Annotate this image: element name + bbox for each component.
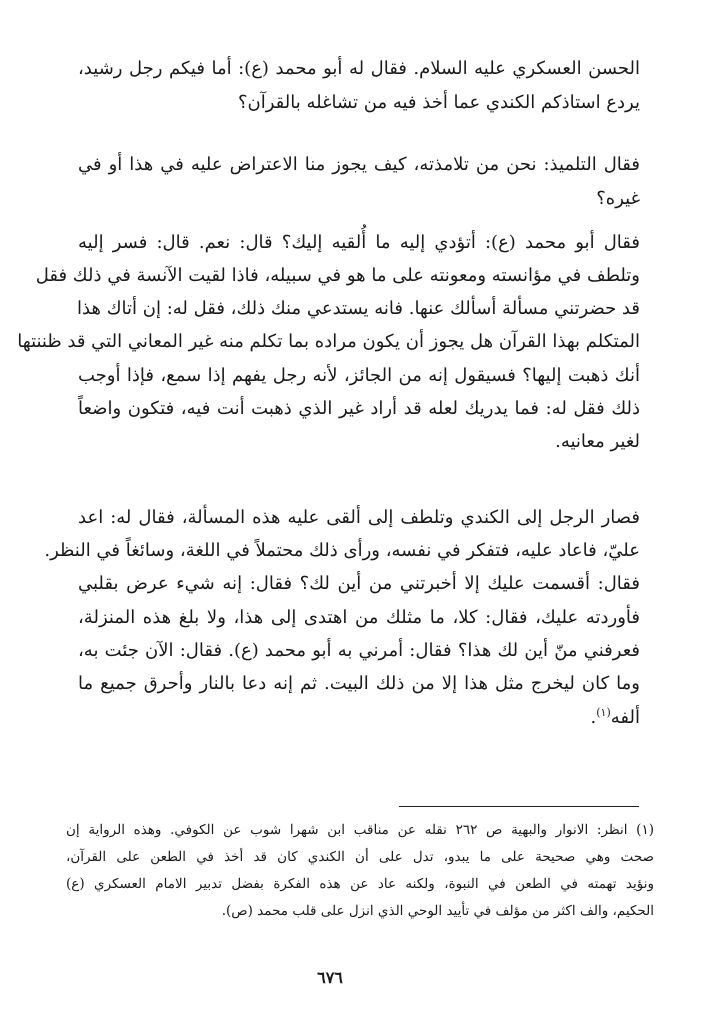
paragraph-3-line-1: فقال أبو محمد (ع): أتؤدي إليه ما أُلقيه إليك؟ قال: نعم. قال: فسر إليه [78,232,640,253]
footnote-line-1: (١) انظر: الانوار والبهية ص ٢٦٢ نقله عن مناقب ابن شهرا شوب عن الكوفي. وهذه الرواية إن [66,822,654,838]
paragraph-1-line-2: يردع استاذكم الكندي عما أخذ فيه من تشاغله بالقرآن؟ [237,92,640,113]
footnote-line-4: الحكيم، والف اكثر من مؤلف في تأييد الوحي الذي انزل على قلب محمد (ص). [221,903,654,919]
paragraph-4-line-7-text: ألفه [610,707,640,728]
paragraph-3-line-4: المتكلم بهذا القرآن هل يجوز أن يكون مراده بما تكلم منه غير المعاني التي قد ظننتها [17,331,640,352]
page-number: ٦٧٦ [317,968,343,987]
paragraph-4-line-5: فعرفني منّ أين لك هذا؟ فقال: أمرني به أبو محمد (ع). فقال: الآن جئت به، [78,640,641,661]
paragraph-2-line-2: غيره؟ [596,188,640,209]
paragraph-4-line-1: فصار الرجل إلى الكندي وتلطف إلى ألقى عليه هذه المسألة، فقال له: اعد [78,507,640,528]
paragraph-4-line-6: وما كان ليخرج مثل هذا إلا من ذلك البيت. ثم إنه دعا بالنار وأحرق جميع ما [78,673,640,694]
paragraph-4-line-7 [78,703,640,733]
footnote-line-2: صحت وهي صحيحة على ما يبدو، تدل على أن الكندي كان قد أخذ في الطعن على القرآن، [66,849,654,865]
footnote-separator [399,806,639,807]
paragraph-4-line-3: فقال: أقسمت عليك إلا أخبرتني من أين لك؟ فقال: إنه شيء عرض بقلبي [78,573,640,594]
paragraph-3-line-3: قد حضرتني مسألة أسألك عنها. فانه يستدعي منك ذلك، فقل له: إن أتاك هذا [77,298,640,319]
paragraph-3-line-5: أنك ذهبت إليها؟ فسيقول إنه من الجائز، لأنه رجل يفهم إذا سمع، فإذا أوجب [78,365,640,386]
paragraph-4-line-4: فأوردته عليك، فقال: كلا، ما مثلك من اهتدى إلى هذا، ولا بلغ هذه المنزلة، [78,607,640,628]
paragraph-4-line-2: عليّ، فاعاد عليه، فتفكر في نفسه، ورأى ذلك محتملاً في اللغة، وسائغاً في النظر. [44,540,640,561]
footnote-line-3: ونؤيد تهمته في الطعن في النبوة، ولكنه عاد عن هذه الفكرة بفضل تدبير الامام العسكري (ع) [66,876,654,892]
paragraph-4-trailing-period: . [590,707,597,728]
paragraph-3-line-6: ذلك فقل له: فما يدريك لعله قد أراد غير الذي ذهبت أنت فيه، فتكون واضعاً [78,398,640,419]
footnote-reference[interactable]: (١) [596,706,611,719]
paragraph-2-line-1: فقال التلميذ: نحن من تلامذته، كيف يجوز منا الاعتراض عليه في هذا أو في [78,154,640,175]
paragraph-3-line-7: لغير معانيه. [555,431,640,452]
paragraph-1-line-1: الحسن العسكري عليه السلام. فقال له أبو محمد (ع): أما فيكم رجل رشيد، [78,58,640,79]
paragraph-3-line-2: وتلطف في مؤانسته ومعونته على ما هو في سبيله، فاذا لقيت الآنسة في ذلك فقل [35,265,640,286]
